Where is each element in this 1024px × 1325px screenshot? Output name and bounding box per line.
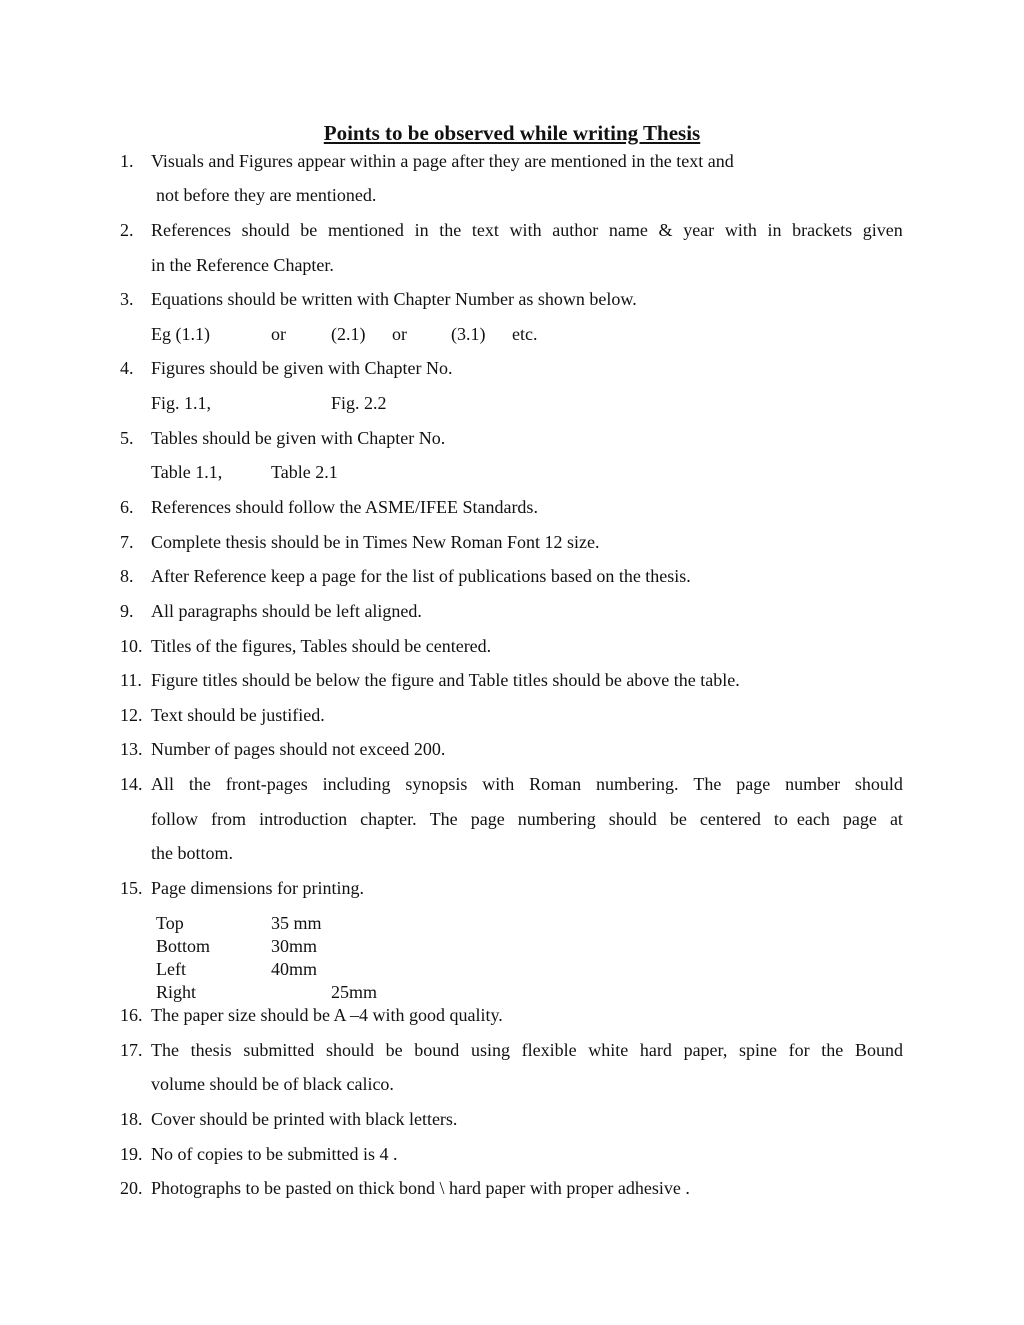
item-number: 20.	[120, 1178, 143, 1198]
item-text: The paper size should be A –4 with good quality.	[151, 1005, 503, 1025]
item-text: Tables should be given with Chapter No.	[151, 428, 446, 448]
dimension-label: Left	[156, 959, 186, 979]
dimension-value: 40mm	[271, 959, 318, 979]
justified-word: author	[552, 220, 599, 240]
justified-word: The	[429, 809, 458, 829]
item-number: 12.	[120, 705, 143, 725]
item-number: 4.	[120, 358, 134, 378]
justified-word: follow	[151, 809, 198, 829]
justified-word: &	[658, 220, 673, 240]
item-text: Equations should be written with Chapter Number as shown below.	[151, 289, 637, 309]
justified-word: from	[211, 809, 247, 829]
justified-word: at	[889, 809, 903, 829]
dimension-label: Bottom	[156, 936, 211, 956]
item-number: 16.	[120, 1005, 143, 1025]
justified-word: be	[300, 220, 318, 240]
justified-word: numbering	[517, 809, 596, 829]
dimension-value: 35 mm	[271, 913, 322, 933]
item-text: References should follow the ASME/IFEE Standards.	[151, 497, 538, 517]
item-text: in the Reference Chapter.	[151, 255, 334, 275]
item-number: 15.	[120, 878, 143, 898]
item-text: not before they are mentioned.	[156, 185, 377, 205]
justified-word: should	[608, 809, 657, 829]
justified-word: name	[608, 220, 648, 240]
item-text: After Reference keep a page for the list of publications based on the thesis.	[151, 566, 691, 586]
page-title: Points to be observed while writing Thesis	[323, 121, 701, 145]
item-number: 2.	[120, 220, 134, 240]
dimension-label: Top	[156, 913, 184, 933]
justified-word: white	[588, 1040, 629, 1060]
justified-word: be	[669, 809, 687, 829]
justified-word: mentioned	[327, 220, 404, 240]
justified-word: All	[151, 774, 175, 794]
example-label: or	[392, 324, 407, 344]
justified-word: with	[724, 220, 757, 240]
item-number: 9.	[120, 601, 134, 621]
justified-word: The	[693, 774, 722, 794]
justified-word: submitted	[243, 1040, 315, 1060]
item-text: No of copies to be submitted is 4 .	[151, 1144, 398, 1164]
justified-word: be	[385, 1040, 403, 1060]
justified-word: page	[842, 809, 877, 829]
justified-word: front-pages	[225, 774, 308, 794]
example-label: (3.1)	[451, 324, 486, 344]
item-text: the bottom.	[151, 843, 233, 863]
justified-word: Roman	[529, 774, 582, 794]
justified-word: centered	[699, 809, 761, 829]
justified-word: brackets	[792, 220, 853, 240]
item-number: 17.	[120, 1040, 143, 1060]
item-number: 13.	[120, 739, 143, 759]
justified-word: should	[854, 774, 903, 794]
item-text: Complete thesis should be in Times New Roman Font 12 size.	[151, 532, 600, 552]
item-text-justified	[151, 219, 903, 241]
justified-word: The	[151, 1040, 179, 1060]
example-label: (2.1)	[331, 324, 366, 344]
item-text: All paragraphs should be left aligned.	[151, 601, 422, 621]
justified-word: should	[241, 220, 290, 240]
justified-word: synopsis	[405, 774, 468, 794]
item-number: 11.	[120, 670, 142, 690]
justified-word: the	[188, 774, 211, 794]
item-text: Page dimensions for printing.	[151, 878, 364, 898]
justified-word: spine	[738, 1040, 777, 1060]
item-number: 5.	[120, 428, 134, 448]
item-text: Figures should be given with Chapter No.	[151, 358, 453, 378]
example-label: or	[271, 324, 286, 344]
item-number: 7.	[120, 532, 134, 552]
justified-word: with	[482, 774, 515, 794]
dimension-value: 30mm	[271, 936, 318, 956]
item-number: 14.	[120, 774, 143, 794]
justified-word: Bound	[854, 1040, 903, 1060]
item-text: Figure titles should be below the figure and Table titles should be above the table.	[151, 670, 740, 690]
justified-word: the	[821, 1040, 844, 1060]
justified-word: chapter.	[360, 809, 417, 829]
item-text: Visuals and Figures appear within a page after they are mentioned in the text and	[151, 151, 734, 171]
justified-word: to each	[773, 809, 830, 829]
justified-word: should	[325, 1040, 374, 1060]
justified-word: numbering.	[596, 774, 679, 794]
justified-word: text	[471, 220, 499, 240]
item-number: 8.	[120, 566, 134, 586]
justified-word: page	[470, 809, 505, 829]
justified-word: hard	[639, 1040, 672, 1060]
justified-word: with	[509, 220, 542, 240]
item-text-justified	[151, 773, 903, 795]
justified-word: thesis	[190, 1040, 232, 1060]
justified-word: using	[470, 1040, 510, 1060]
item-text: Number of pages should not exceed 200.	[151, 739, 446, 759]
justified-word: bound	[414, 1040, 460, 1060]
example-label: Table 1.1,	[151, 462, 223, 482]
item-number: 1.	[120, 151, 134, 171]
item-text: volume should be of black calico.	[151, 1074, 394, 1094]
example-label: Fig. 1.1,	[151, 393, 212, 413]
example-label: Table 2.1	[271, 462, 338, 482]
item-text-justified	[151, 808, 903, 830]
justified-word: page	[736, 774, 771, 794]
item-text-justified	[151, 1039, 903, 1061]
item-text: Text should be justified.	[151, 705, 325, 725]
example-label: etc.	[512, 324, 538, 344]
justified-word: given	[862, 220, 903, 240]
justified-word: year	[683, 220, 715, 240]
justified-word: in	[767, 220, 782, 240]
item-number: 18.	[120, 1109, 143, 1129]
dimension-label: Right	[156, 982, 197, 1002]
justified-word: References	[151, 220, 231, 240]
item-text: Photographs to be pasted on thick bond \ hard paper with proper adhesive .	[151, 1178, 690, 1198]
justified-word: number	[785, 774, 841, 794]
item-text: Titles of the figures, Tables should be centered.	[151, 636, 492, 656]
justified-word: including	[322, 774, 391, 794]
justified-word: introduction	[259, 809, 348, 829]
justified-word: paper,	[683, 1040, 728, 1060]
example-label: Eg (1.1)	[151, 324, 210, 344]
example-label: Fig. 2.2	[331, 393, 387, 413]
justified-word: the	[439, 220, 462, 240]
justified-word: for	[788, 1040, 810, 1060]
item-text: Cover should be printed with black letters.	[151, 1109, 458, 1129]
dimension-value: 25mm	[331, 982, 378, 1002]
item-number: 3.	[120, 289, 134, 309]
justified-word: flexible	[521, 1040, 577, 1060]
justified-word: in	[414, 220, 429, 240]
item-number: 19.	[120, 1144, 143, 1164]
item-number: 10.	[120, 636, 143, 656]
item-number: 6.	[120, 497, 134, 517]
